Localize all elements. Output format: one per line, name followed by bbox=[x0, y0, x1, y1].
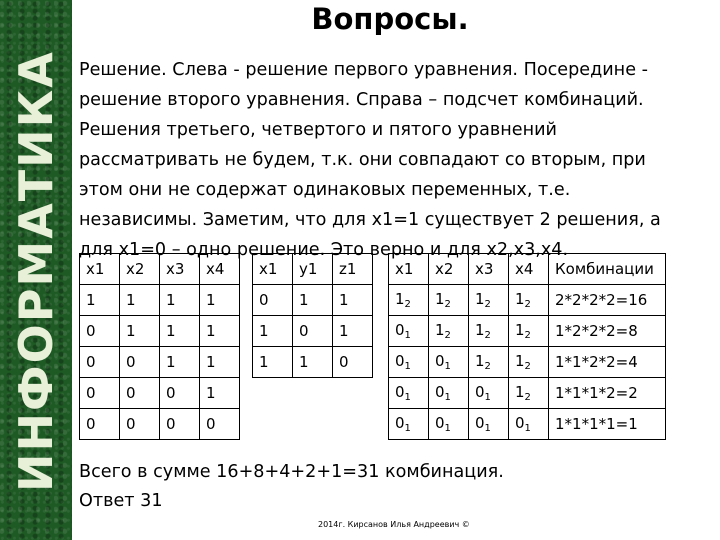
table-cell: 1 bbox=[293, 347, 333, 378]
cell-value: 0 bbox=[395, 321, 405, 339]
header-cell: x2 bbox=[120, 254, 160, 285]
table-cell: 0 bbox=[293, 316, 333, 347]
table-cell: 0 bbox=[200, 409, 240, 440]
combination-cell: 1*2*2*2=8 bbox=[549, 316, 666, 347]
header-cell: x2 bbox=[429, 254, 469, 285]
cell-subscript: 1 bbox=[404, 392, 411, 403]
header-cell: x1 bbox=[80, 254, 120, 285]
cell-value: 0 bbox=[395, 414, 405, 432]
table-cell bbox=[509, 285, 549, 316]
table-cell bbox=[469, 316, 509, 347]
table-cell bbox=[509, 316, 549, 347]
cell-subscript: 1 bbox=[444, 423, 451, 434]
table-cell bbox=[469, 409, 509, 440]
cell-value: 1 bbox=[515, 321, 525, 339]
answer-line: Ответ 31 bbox=[79, 491, 163, 511]
table-cell bbox=[429, 409, 469, 440]
cell-value: 0 bbox=[435, 414, 445, 432]
cell-subscript: 1 bbox=[444, 361, 451, 372]
table-row bbox=[80, 409, 240, 440]
table-cell: 1 bbox=[253, 347, 293, 378]
cell-subscript: 1 bbox=[404, 423, 411, 434]
table2-header-row bbox=[253, 254, 373, 285]
cell-subscript: 2 bbox=[484, 361, 491, 372]
answer-block bbox=[79, 458, 504, 516]
table-cell: 0 bbox=[80, 316, 120, 347]
cell-value: 0 bbox=[395, 383, 405, 401]
table-cell bbox=[509, 347, 549, 378]
cell-subscript: 2 bbox=[444, 330, 451, 341]
table-cell bbox=[389, 409, 429, 440]
table-cell: 1 bbox=[80, 285, 120, 316]
table-cell: 1 bbox=[333, 285, 373, 316]
table-cell: 1 bbox=[253, 316, 293, 347]
cell-subscript: 1 bbox=[404, 361, 411, 372]
header-cell: x3 bbox=[469, 254, 509, 285]
solution-paragraph bbox=[79, 55, 719, 265]
table3-header-row bbox=[389, 254, 666, 285]
cell-subscript: 2 bbox=[524, 392, 531, 403]
cell-value: 1 bbox=[515, 383, 525, 401]
header-cell: x4 bbox=[509, 254, 549, 285]
header-cell: y1 bbox=[293, 254, 333, 285]
cell-value: 1 bbox=[475, 352, 485, 370]
cell-value: 1 bbox=[435, 290, 445, 308]
table-row bbox=[80, 378, 240, 409]
table-row bbox=[389, 347, 666, 378]
table-cell: 1 bbox=[293, 285, 333, 316]
table-cell bbox=[429, 285, 469, 316]
table-cell: 1 bbox=[200, 347, 240, 378]
cell-value: 0 bbox=[435, 383, 445, 401]
cell-subscript: 1 bbox=[484, 423, 491, 434]
cell-value: 1 bbox=[475, 321, 485, 339]
table-cell: 1 bbox=[200, 316, 240, 347]
cell-value: 1 bbox=[475, 290, 485, 308]
table-cell: 1 bbox=[120, 316, 160, 347]
header-cell: x1 bbox=[389, 254, 429, 285]
table-cell bbox=[469, 378, 509, 409]
table-row bbox=[80, 316, 240, 347]
slide-title: Вопросы. bbox=[311, 2, 469, 36]
paragraph-line: рассматривать не будем, т.к. они совпадают со вторым, при bbox=[79, 150, 646, 170]
table-cell: 0 bbox=[120, 409, 160, 440]
cell-subscript: 1 bbox=[444, 392, 451, 403]
table-cell: 1 bbox=[200, 378, 240, 409]
paragraph-line: независимы. Заметим, что для x1=1 существует 2 решения, а bbox=[79, 210, 661, 230]
header-cell: Комбинации bbox=[549, 254, 666, 285]
table-row bbox=[389, 316, 666, 347]
paragraph-line: этом они не содержат одинаковых переменных, т.е. bbox=[79, 180, 571, 200]
table-cell bbox=[429, 316, 469, 347]
table-row bbox=[80, 347, 240, 378]
table-cell bbox=[389, 285, 429, 316]
paragraph-line: Решение. Слева - решение первого уравнения. Посередине - bbox=[79, 60, 648, 80]
table1-header-row bbox=[80, 254, 240, 285]
table-cell: 0 bbox=[80, 378, 120, 409]
table-cell: 0 bbox=[80, 409, 120, 440]
combination-cell: 1*1*2*2=4 bbox=[549, 347, 666, 378]
combination-cell: 1*1*1*1=1 bbox=[549, 409, 666, 440]
table-cell bbox=[509, 378, 549, 409]
table-row bbox=[389, 409, 666, 440]
second-equation-table bbox=[252, 253, 373, 378]
cell-subscript: 2 bbox=[484, 330, 491, 341]
table-row bbox=[389, 378, 666, 409]
table-cell: 1 bbox=[160, 285, 200, 316]
paragraph-line: решение второго уравнения. Справа – подсчет комбинаций. bbox=[79, 90, 644, 110]
header-cell: x3 bbox=[160, 254, 200, 285]
table-cell: 0 bbox=[120, 378, 160, 409]
cell-value: 0 bbox=[435, 352, 445, 370]
sum-line: Всего в сумме 16+8+4+2+1=31 комбинация. bbox=[79, 462, 504, 482]
cell-subscript: 1 bbox=[404, 330, 411, 341]
table-cell: 1 bbox=[200, 285, 240, 316]
sidebar-title: ИНФОРМАТИКА bbox=[9, 50, 63, 492]
cell-value: 1 bbox=[515, 352, 525, 370]
table-cell: 1 bbox=[160, 347, 200, 378]
cell-value: 0 bbox=[515, 414, 525, 432]
cell-value: 0 bbox=[395, 352, 405, 370]
table-row bbox=[253, 285, 373, 316]
cell-subscript: 2 bbox=[484, 299, 491, 310]
cell-value: 0 bbox=[475, 414, 485, 432]
table-cell: 1 bbox=[120, 285, 160, 316]
table-cell: 0 bbox=[80, 347, 120, 378]
table-cell bbox=[389, 378, 429, 409]
table-cell bbox=[509, 409, 549, 440]
cell-subscript: 2 bbox=[524, 330, 531, 341]
cell-value: 0 bbox=[475, 383, 485, 401]
table-cell bbox=[389, 316, 429, 347]
cell-subscript: 2 bbox=[524, 361, 531, 372]
header-cell: z1 bbox=[333, 254, 373, 285]
cell-value: 1 bbox=[435, 321, 445, 339]
combination-cell: 2*2*2*2=16 bbox=[549, 285, 666, 316]
table-cell: 0 bbox=[333, 347, 373, 378]
table-row bbox=[389, 285, 666, 316]
cell-subscript: 1 bbox=[484, 392, 491, 403]
combinations-table bbox=[388, 253, 666, 440]
cell-subscript: 2 bbox=[404, 299, 411, 310]
combination-cell: 1*1*1*2=2 bbox=[549, 378, 666, 409]
table-cell: 0 bbox=[120, 347, 160, 378]
table-cell: 0 bbox=[253, 285, 293, 316]
cell-subscript: 2 bbox=[524, 299, 531, 310]
table-cell: 0 bbox=[160, 378, 200, 409]
cell-subscript: 1 bbox=[524, 423, 531, 434]
table-cell bbox=[469, 285, 509, 316]
table-cell bbox=[429, 347, 469, 378]
table-cell: 1 bbox=[160, 316, 200, 347]
table-cell bbox=[469, 347, 509, 378]
header-cell: x4 bbox=[200, 254, 240, 285]
paragraph-line: для x1=0 – одно решение. Это верно и для x2,x3,x4. bbox=[79, 240, 569, 260]
table-row bbox=[253, 347, 373, 378]
paragraph-line: Решения третьего, четвертого и пятого уравнений bbox=[79, 120, 557, 140]
table-cell bbox=[389, 347, 429, 378]
cell-value: 1 bbox=[515, 290, 525, 308]
footer-credit: 2014г. Кирсанов Илья Андреевич © bbox=[318, 520, 470, 529]
table-cell bbox=[429, 378, 469, 409]
table-cell: 1 bbox=[333, 316, 373, 347]
sidebar-banner bbox=[0, 0, 72, 540]
first-equation-table bbox=[79, 253, 240, 440]
table-row bbox=[253, 316, 373, 347]
cell-subscript: 2 bbox=[444, 299, 451, 310]
cell-value: 1 bbox=[395, 290, 405, 308]
table-row bbox=[80, 285, 240, 316]
header-cell: x1 bbox=[253, 254, 293, 285]
table-cell: 0 bbox=[160, 409, 200, 440]
